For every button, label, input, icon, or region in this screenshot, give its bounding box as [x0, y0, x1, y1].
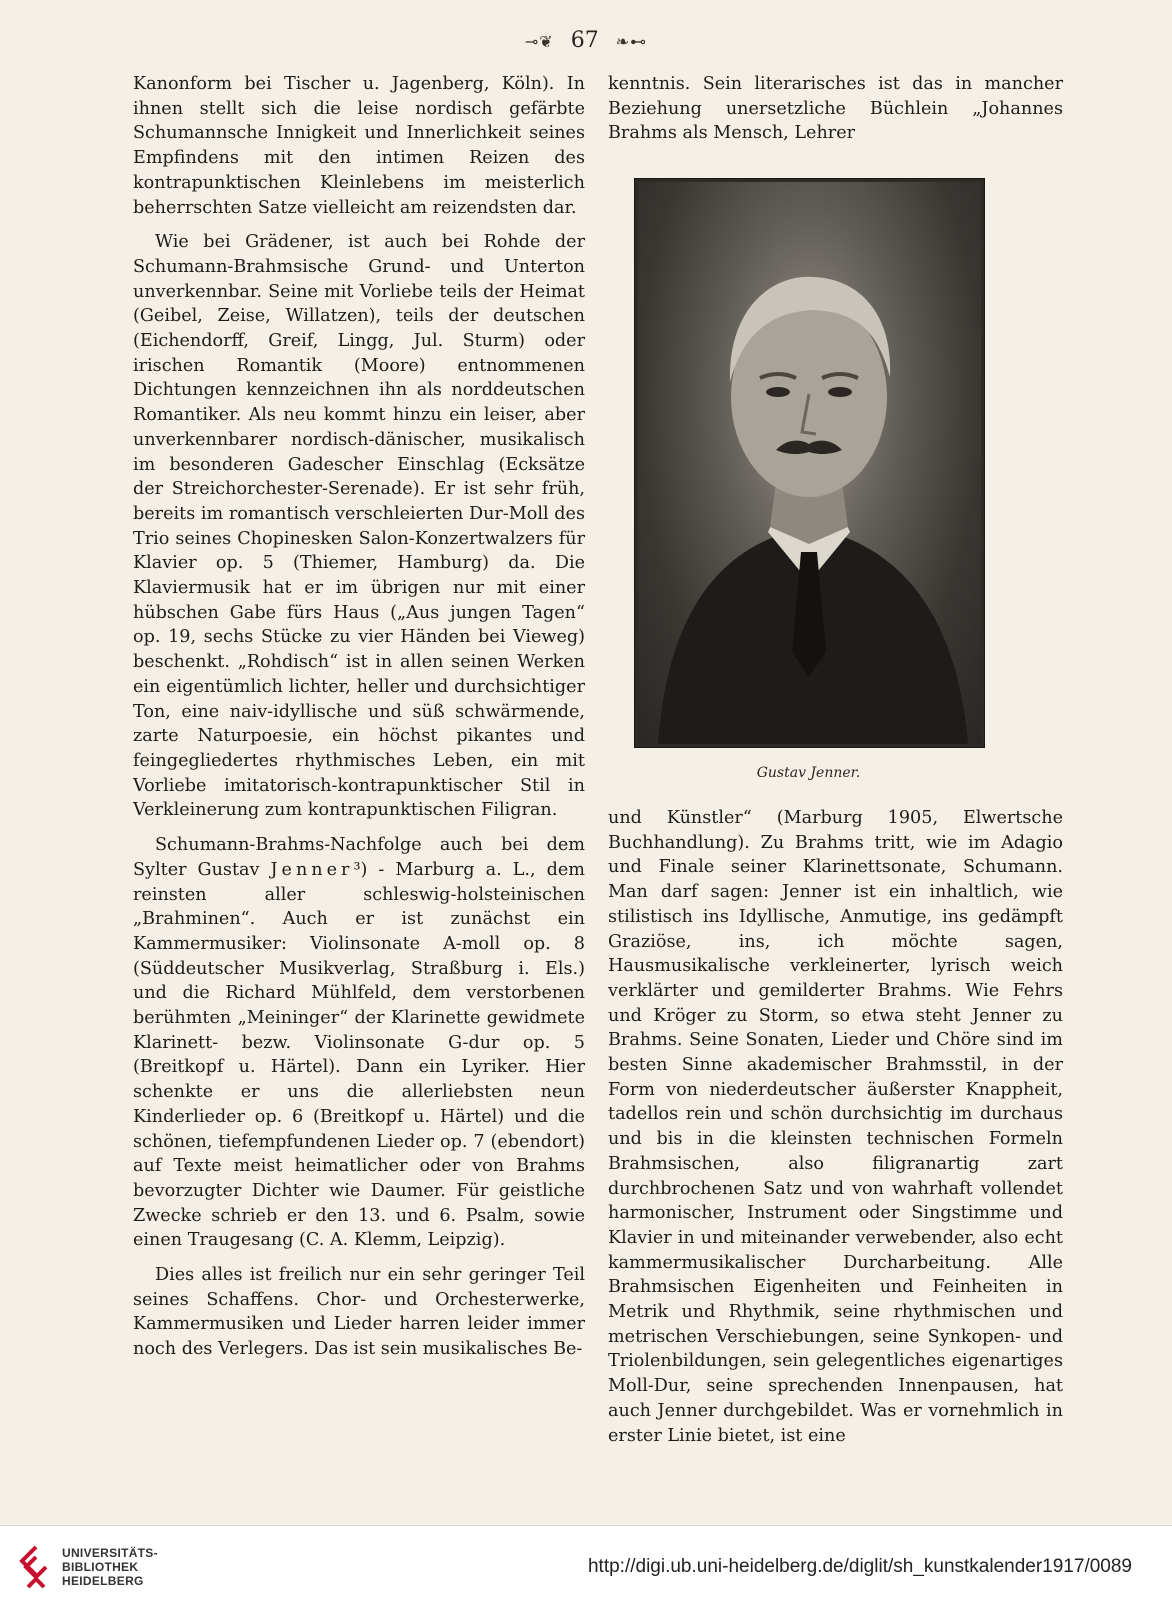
- portrait-photo: [634, 178, 985, 748]
- library-name-line: UNIVERSITÄTS-: [62, 1546, 158, 1560]
- library-name-line: HEIDELBERG: [62, 1574, 144, 1588]
- header-ornament-left: ⊸❦: [524, 32, 554, 51]
- library-footer: [0, 1525, 1172, 1608]
- paragraph: Wie bei Grädener, ist auch bei Rohde der Schumann-Brahmsische Grund- und Unterton unverkennbar. Seine mit Vorliebe teils der Heimat (Geibel, Zeise, Willatzen), teils der deutschen (Eichendorff, Greif, Lingg, Jul. Sturm) oder irischen Romantik (Moore) entnommenen Dichtungen kennzeichnen ihn als norddeutschen Romantiker. Als neu kommt hinzu ein leiser, aber unverkennbarer nordisch-dänischer, musikalisch im besonderen Gadescher Einschlag (Ecksätze der Streichorchester-Serenade). Er ist sehr früh, bereits im romantisch verschleierten Dur-Moll des Trio seines Chopinesken Salon-Konzertwalzers für Klavier op. 5 (Thiemer, Hamburg) da. Die Klaviermusik hat er im übrigen nur mit einer hübschen Gabe fürs Haus („Aus jungen Tagen“ op. 19, sechs Stücke zu vier Händen bei Vieweg) beschenkt. „Rohdisch“ ist in allen seinen Werken ein eigentümlich lichter, heller und durchsichtiger Ton, eine naiv-idyllische und süß schwärmende, zarte Naturpoesie, ein höchst pikantes und feingegliedertes rhythmisches Leben, ein mit Vorliebe imitatorisch-kontrapunktischer Stil in Verkleinerung zum kontrapunktischen Filigran.: [133, 232, 585, 821]
- paragraph: kenntnis. Sein literarisches ist das in mancher Beziehung unersetzliche Büchlein „Johannes Brahms als Mensch, Lehrer: [608, 74, 1063, 144]
- paragraph: [133, 833, 585, 1253]
- text-span: ³) - Marburg a. L., dem reinsten aller schleswig-holsteinischen „Brahminen“. Auch er ist zunächst ein Kammermusiker: Violinsonate A-moll op. 8 (Süddeutscher Musikverlag, Straßburg i. Els.) und die Richard Mühlfeld, dem verstorbenen berühmten „Meininger“ der Klarinette gewidmete Klarinett- bezw. Violinsonate G-dur op. 5 (Breitkopf u. Härtel). Dann ein Lyriker. Hier schenkte er uns die allerliebsten neun Kinderlieder op. 6 (Breitkopf u. Härtel) und die schönen, tiefempfundenen Lieder op. 7 (ebendort) auf Texte meist heimatlicher oder von Brahms bevorzugter Dichter wie Daumer. Für geistliche Zwecke schrieb er den 13. und 6. Psalm, sowie einen Traugesang (C. A. Klemm, Leipzig).: [133, 859, 585, 1251]
- paragraph: Dies alles ist freilich nur ein sehr geringer Teil seines Schaffens. Chor- und Orchesterwerke, Kammermusiken und Lieder harren leider immer noch des Verlegers. Das ist sein musikalisches Be-: [133, 1265, 585, 1360]
- right-column-top: [608, 72, 1063, 146]
- left-column: [133, 72, 585, 1362]
- right-column-bottom: [608, 806, 1063, 1448]
- paragraph: und Künstler“ (Marburg 1905, Elwertsche Buchhandlung). Zu Brahms tritt, wie im Adagio und Finale seiner Klarinettsonate, Schumann. Man darf sagen: Jenner ist ein inhaltlich, wie stilistisch ins Idyllische, Anmutige, ins gedämpft Graziöse, ins, ich möchte sagen, Hausmusikalische verkleinerter, lyrisch weich verklärter und gemilderter Brahms. Wie Fehrs und Kröger zu Storm, so etwa steht Jenner zu Brahms. Seine Sonaten, Lieder und Chöre sind im besten Sinne akademischer Brahmsstil, in der Form von niederdeutscher äußerster Knappheit, tadellos rein und schön durchsichtig im durchaus und bis in die kleinsten technischen Formeln Brahmsischen, also filigranartig zart durchbrochenen Satz und von wahrhaft vollendet harmonischer, Instrument oder Singstimme und Klavier in und miteinander verwebender, also echt kammermusikalischer Durcharbeitung. Alle Brahmsischen Eigenheiten und Feinheiten in Metrik und Rhythmik, seine rhythmischen und metrischen Verschiebungen, seine Synkopen- und Triolenbildungen, sein gelegentliches eigenartiges Moll-Dur, seine sprechenden Innenpausen, hat auch Jenner durchgebildet. Was er vornehmlich in erster Linie bietet, ist eine: [608, 808, 1063, 1446]
- library-name-line: BIBLIOTHEK: [62, 1560, 139, 1574]
- library-name[interactable]: [62, 1546, 158, 1588]
- header-ornament-right: ❧⊷: [615, 32, 648, 51]
- photo-caption: Gustav Jenner.: [756, 765, 861, 781]
- text-span: Schumann-Brahms-Nachfolge auch bei dem Sylter Gustav: [133, 835, 585, 880]
- page-header: [0, 28, 1172, 53]
- portrait-illustration: [638, 182, 981, 744]
- spaced-name: Jenner: [270, 859, 354, 880]
- source-url-link[interactable]: http://digi.ub.uni-heidelberg.de/diglit/sh_kunstkalender1917/0089: [587, 1556, 1132, 1577]
- portrait-image: [638, 182, 981, 744]
- page-number: 67: [570, 28, 599, 53]
- university-library-logo-icon[interactable]: [14, 1544, 58, 1590]
- paragraph: Kanonform bei Tischer u. Jagenberg, Köln). In ihnen stellt sich die leise nordisch gefärbte Schumannsche Innigkeit und Innerlichkeit seines Empfindens mit den intimen Reizen des kontrapunktischen Kleinlebens im meisterlich beherrschten Satze vielleicht am reizendsten dar.: [133, 74, 585, 218]
